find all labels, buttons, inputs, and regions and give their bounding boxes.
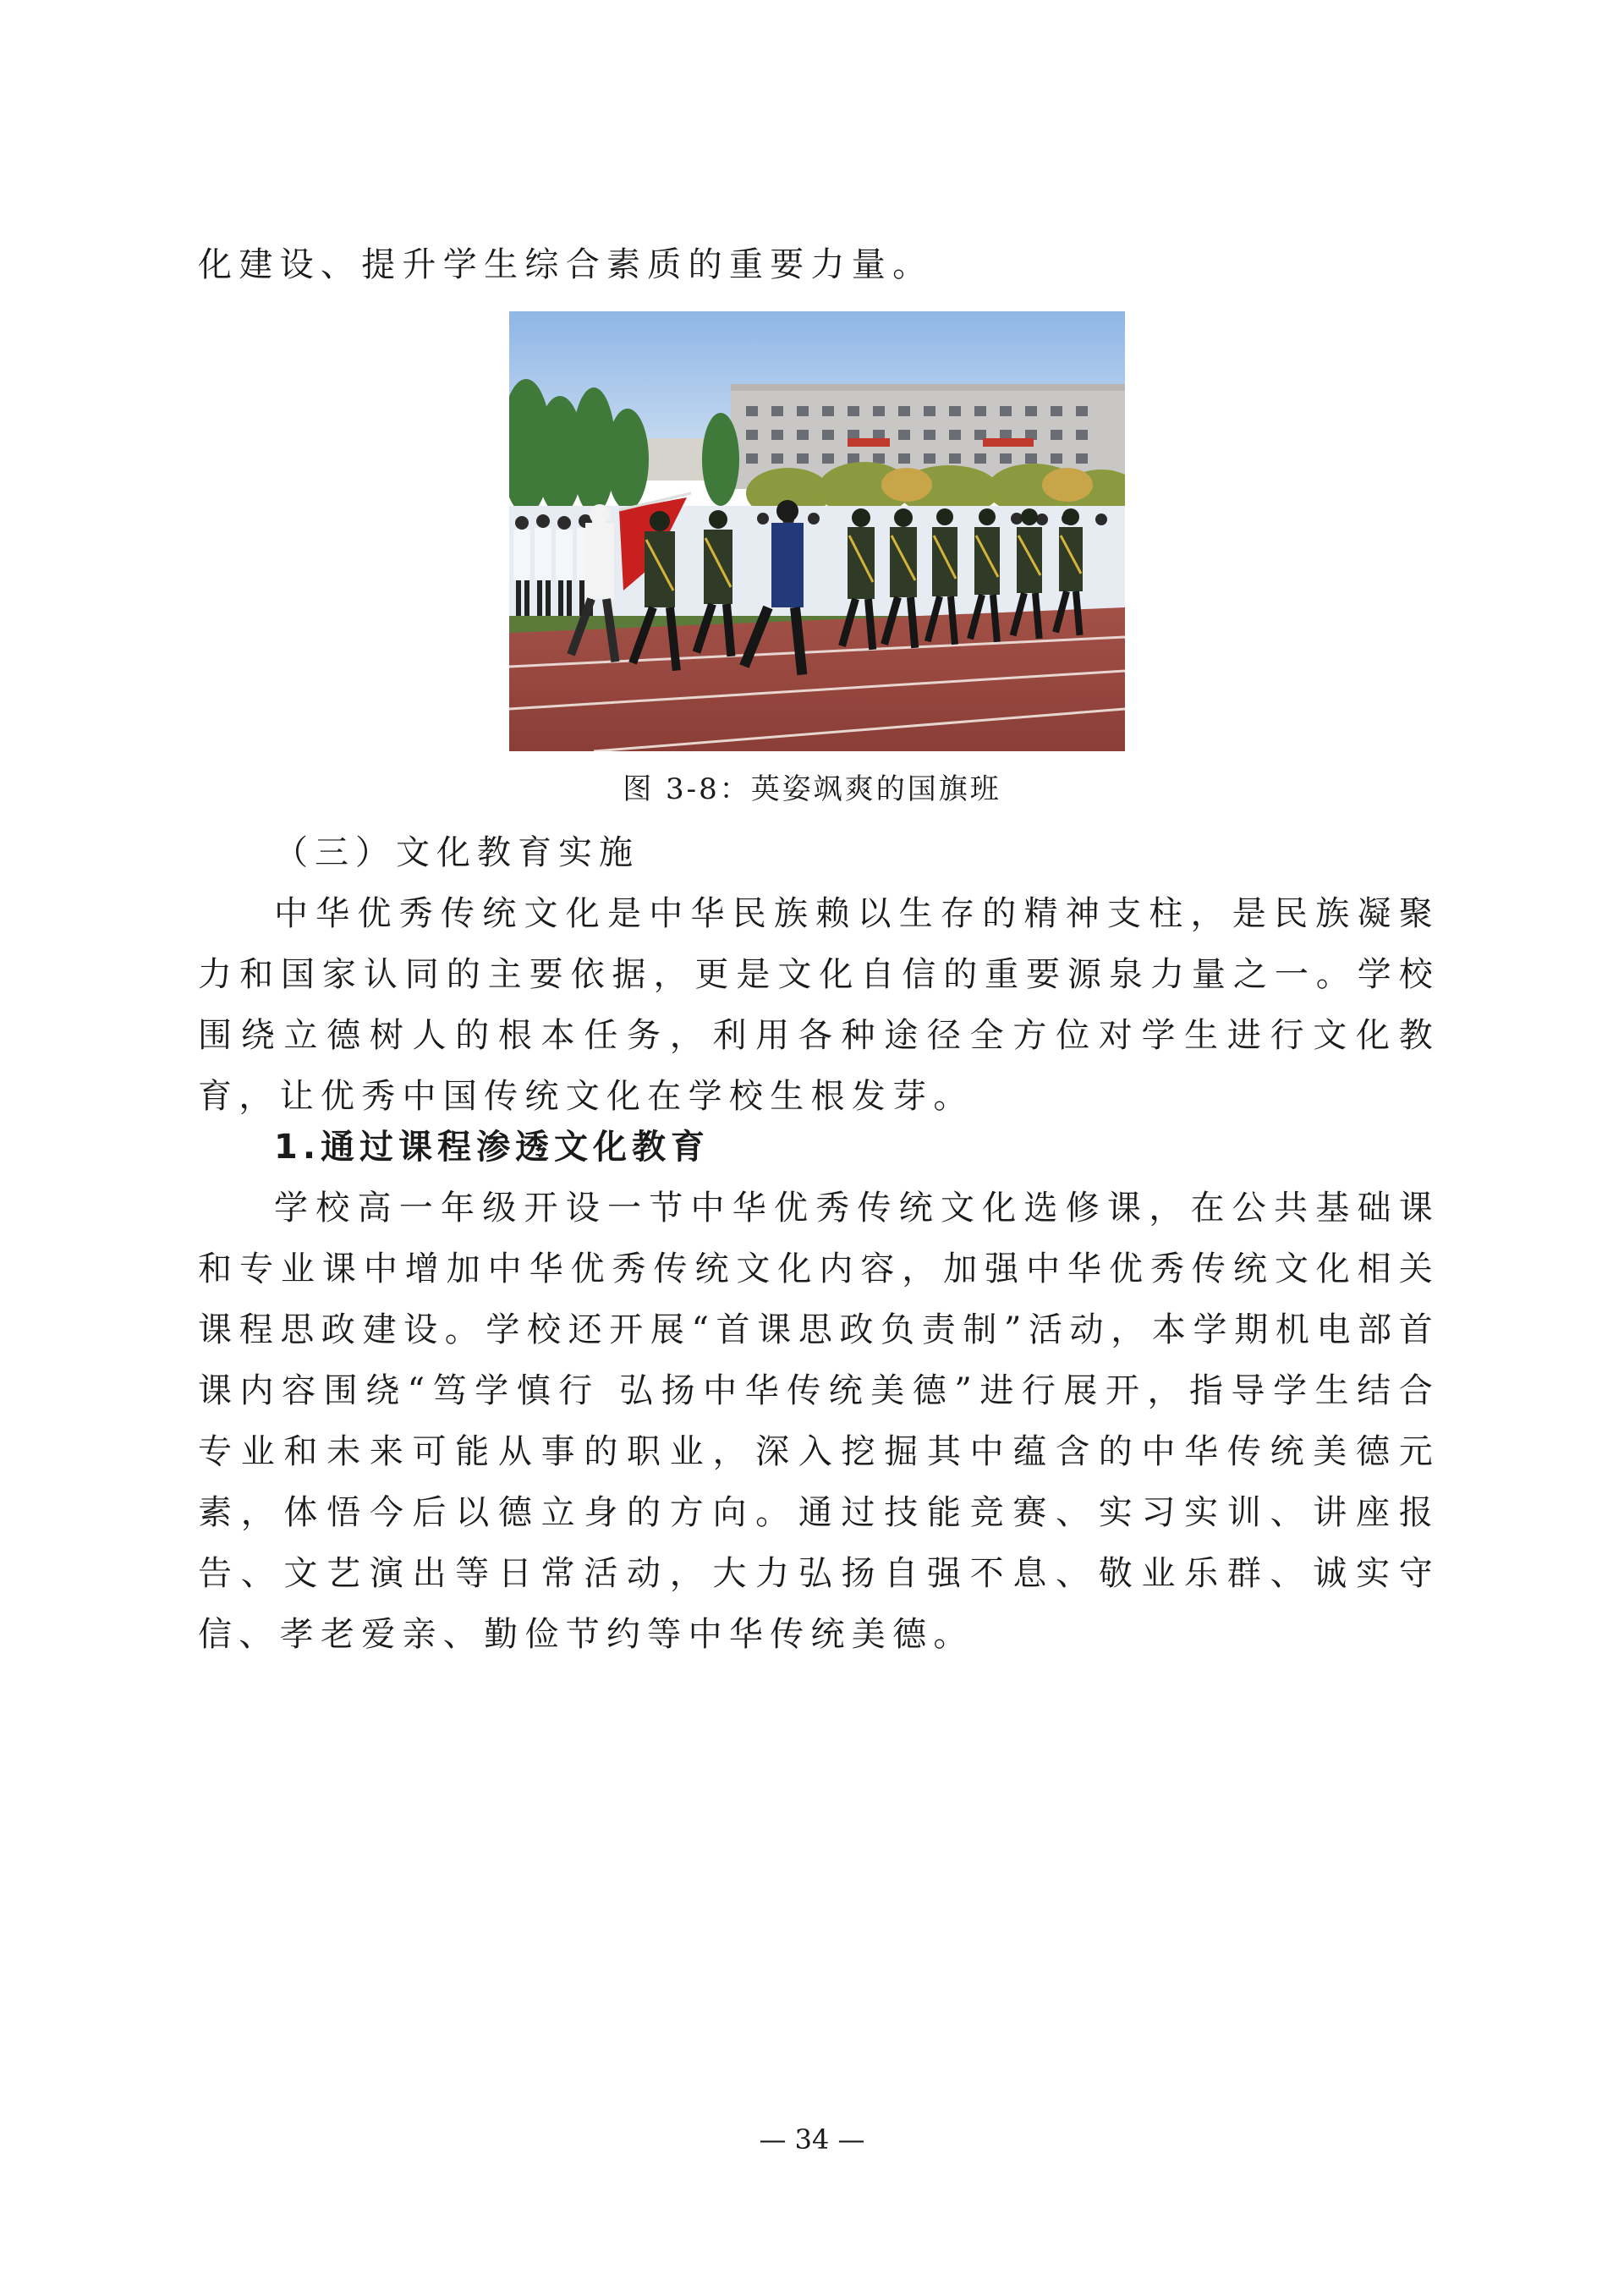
paragraph-1: 中华优秀传统文化是中华民族赖以生存的精神支柱，是民族凝聚力和国家认同的主要依据，更是文化自信的重要源泉力量之一。学校围绕立德树人的根本任务，利用各种途径全方位对学生进行文化教育，让优秀中国传统文化在学校生根发芽。 bbox=[198, 894, 1440, 1116]
page-number: — 34 — bbox=[759, 2123, 865, 2156]
flag-guard-photo-illustration bbox=[509, 311, 1125, 751]
subheading: 1.通过课程渗透文化教育 bbox=[274, 1128, 710, 1167]
section-heading: （三）文化教育实施 bbox=[274, 833, 639, 872]
figure-caption: 图 3-8：英姿飒爽的国旗班 bbox=[623, 772, 1001, 806]
paragraph-2: 学校高一年级开设一节中华优秀传统文化选修课，在公共基础课和专业课中增加中华优秀传统文化内容，加强中华优秀传统文化相关课程思政建设。学校还开展“首课思政负责制”活动，本学期机电部首课内容围绕“笃学慎行 弘扬中华传统美德”进行展开，指导学生结合专业和未来可能从事的职业，深入挖掘其中蕴含的中华传统美德元素，体悟今后以德立身的方向。通过技能竞赛、实习实训、讲座报告、文艺演出等日常活动，大力弘扬自强不息、敬业乐群、诚实守信、孝老爱亲、勤俭节约等中华传统美德。 bbox=[198, 1189, 1440, 1654]
continuation-line: 化建设、提升学生综合素质的重要力量。 bbox=[198, 245, 934, 284]
flag-guard-photo bbox=[509, 311, 1125, 751]
